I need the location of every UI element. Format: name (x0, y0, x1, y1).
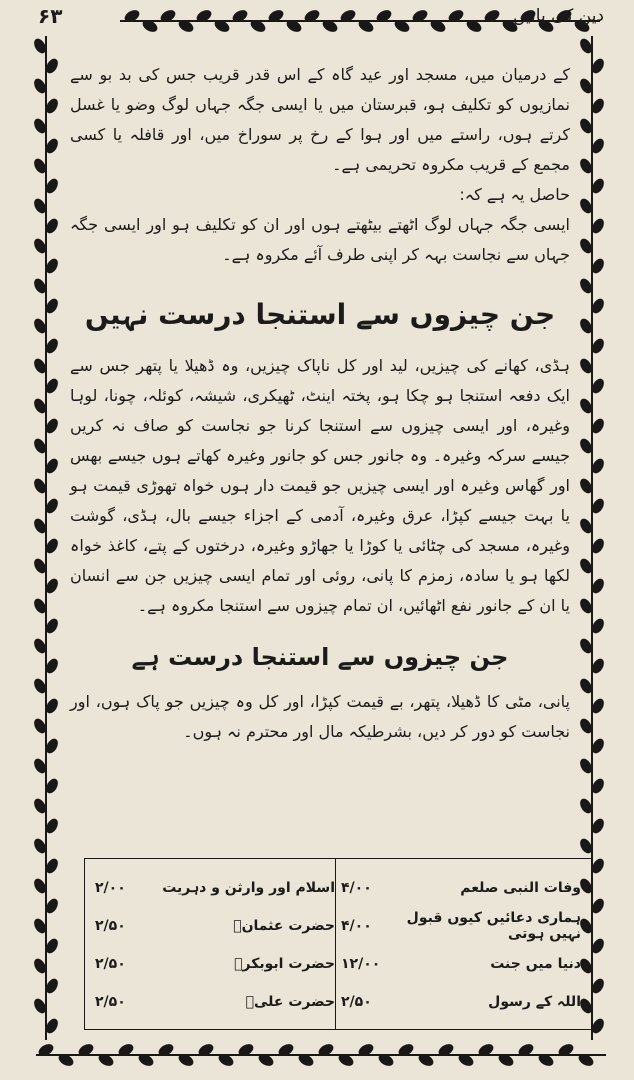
book-row (341, 869, 581, 907)
book-price: ۴/۰۰ (341, 880, 372, 896)
book-price: ۴/۰۰ (341, 918, 372, 934)
book-price: ۲/۵۰ (95, 918, 126, 934)
book-list-box (84, 858, 592, 1030)
paragraph-not-permitted: ہڈی، کھانے کی چیزیں، لید اور کل ناپاک چیزیں، وہ ڈھیلا یا پتھر جس سے ایک دفعہ استنجا ہو چکا ہو، پختہ اینٹ، ٹھیکری، شیشہ، کوئلہ، چونا، لوہا وغیرہ، اور ایسی چیزوں سے استنجا کرنا جو نجاست کو صاف نہ کریں جیسے سرکہ وغیرہ۔ وہ جانور جس کو جانور وغیرہ کھاتے ہوں جیسے بھس اور گھاس وغیرہ اور ایسی چیزیں جو قیمت دار ہوں خواہ تھوڑی قیمت ہو یا بہت جیسے کپڑا، عرق وغیرہ، آدمی کے اجزاء جیسے بال، ہڈی، گوشت وغیرہ، مسجد کی چٹائی یا کوڑا یا جھاڑو وغیرہ، درختوں کے پتے، کاغذ خواہ لکھا ہو یا سادہ، زمزم کا پانی، روئی اور تمام ایسی چیزیں جن سے انسان یا ان کے جانور نفع اٹھائیں، ان تمام چیزوں سے استنجا مکروہ ہے۔ (70, 356, 570, 615)
book-title: دنیا میں جنت (490, 956, 581, 972)
running-title: دین کی باتیں (512, 6, 604, 26)
heading-permitted: جن چیزوں سے استنجا درست ہے (131, 643, 509, 671)
page-number: ۶۳ (38, 4, 63, 28)
book-price: ۱۲/۰۰ (341, 956, 381, 972)
book-row (341, 907, 581, 945)
vine-border-left (32, 36, 60, 1040)
main-text (70, 60, 570, 747)
book-title: حضرت ابوبکرؓ (234, 956, 335, 972)
book-row (341, 945, 581, 983)
book-column-right (341, 869, 581, 1021)
book-title: وفات النبی صلعم (460, 880, 581, 896)
book-title: اسلام اور وارثن و دہریت (162, 880, 335, 896)
book-price: ۲/۰۰ (95, 880, 126, 896)
book-title: حضرت علیؓ (245, 994, 335, 1010)
book-row (95, 983, 335, 1021)
page-header (30, 4, 604, 32)
column-divider (335, 859, 336, 1029)
book-title: اللہ کے رسول (488, 994, 581, 1010)
book-price: ۲/۵۰ (95, 956, 126, 972)
book-title: ہماری دعائیں کیوں قبول نہیں ہوتی (406, 910, 581, 942)
book-row (341, 983, 581, 1021)
vine-border-bottom (36, 1040, 606, 1070)
paragraph-2: حاصل یہ ہے کہ: (459, 185, 570, 204)
heading-not-permitted: جن چیزوں سے استنجا درست نہیں (84, 298, 556, 331)
paragraph-1: کے درمیان میں، مسجد اور عید گاہ کے اس قدر قریب جس کی بد بو سے نمازیوں کو تکلیف ہو، قبرستان میں یا ایسی جگہ جہاں لوگ وضو یا غسل کرتے ہوں، راستے میں اور ہوا کے رخ پر سوراخ میں، اور قافلہ یا کسی مجمع کے قریب مکروہ تحریمی ہے۔ (70, 65, 570, 174)
paragraph-3: ایسی جگہ جہاں لوگ اٹھتے بیٹھتے ہوں اور ان کو تکلیف ہو اور ایسی جگہ جہاں سے نجاست بہہ کر اپنی طرف آئے مکروہ ہے۔ (70, 215, 570, 264)
book-row (95, 869, 335, 907)
book-row (95, 945, 335, 983)
book-row (95, 907, 335, 945)
book-column-left (95, 869, 335, 1021)
book-price: ۲/۵۰ (95, 994, 126, 1010)
book-title: حضرت عثمانؓ (233, 918, 335, 934)
paragraph-permitted: پانی، مٹی کا ڈھیلا، پتھر، بے قیمت کپڑا، اور کل وہ چیزیں جو پاک ہوں، اور نجاست کو دور کر دیں، بشرطیکہ مال اور محترم نہ ہوں۔ (70, 692, 570, 741)
book-price: ۲/۵۰ (341, 994, 372, 1010)
